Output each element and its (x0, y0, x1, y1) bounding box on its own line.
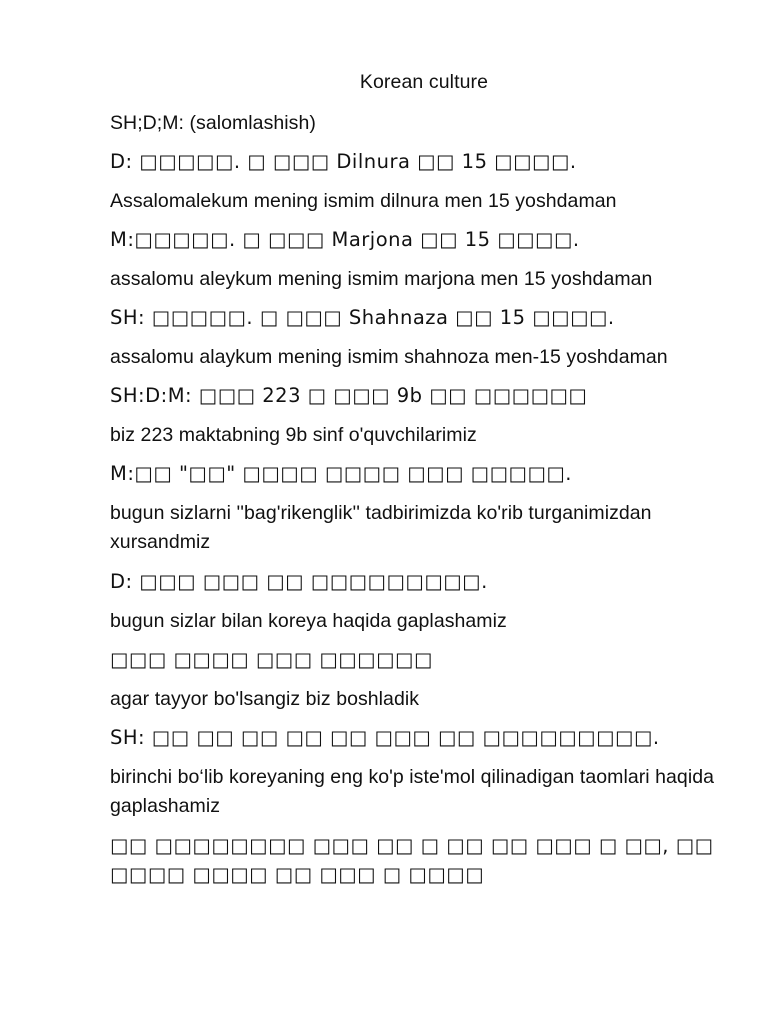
line-ready-korean: □□□ □□□□ □□□ □□□□□□ (110, 648, 433, 671)
line-food-korean: SH: □□ □□ □□ □□ □□ □□□ □□ □□□□□□□□□. (110, 726, 660, 749)
line-school-korean: SH:D:M: □□□ 223 □ □□□ 9b □□ □□□□□□ (110, 384, 588, 407)
line-shahnaza-korean: SH: □□□□□. □ □□□ Shahnaza □□ 15 □□□□. (110, 306, 615, 329)
line-event-uzbek: bugun sizlarni ''bag'rikenglik'' tadbirimizda ko'rib turganimizdan xursandmiz (110, 502, 652, 553)
document-title: Korean culture (359, 71, 489, 93)
line-shahnaza-uzbek: assalomu alaykum mening ismim shahnoza men-15 yoshdaman (110, 346, 668, 368)
line-topic-uzbek: bugun sizlar bilan koreya haqida gaplashamiz (110, 610, 507, 632)
line-marjona-uzbek: assalomu aleykum mening ismim marjona men 15 yoshdaman (110, 268, 653, 290)
line-dilnura-uzbek: Assalomalekum mening ismim dilnura men 15 yoshdaman (110, 190, 617, 212)
line-food-uzbek: birinchi bo‘lib koreyaning eng ko'p iste'mol qilinadigan taomlari haqida gaplashamiz (110, 766, 714, 817)
line-school-uzbek: biz 223 maktabning 9b sinf o'quvchilarimiz (110, 424, 477, 446)
document-body (110, 109, 720, 900)
line-ready-uzbek: agar tayyor bo'lsangiz biz boshladik (110, 688, 420, 710)
line-topic-korean: D: □□□ □□□ □□ □□□□□□□□□. (110, 570, 488, 593)
line-event-korean: M:□□ "□□" □□□□ □□□□ □□□ □□□□□. (110, 462, 573, 485)
line-marjona-korean: M:□□□□□. □ □□□ Marjona □□ 15 □□□□. (110, 228, 580, 251)
line-dilnura-korean: D: □□□□□. □ □□□ Dilnura □□ 15 □□□□. (110, 150, 577, 173)
line-greeting-intro: SH;D;M: (salomlashish) (110, 112, 316, 134)
line-final-korean: □□ □□□□□□□□ □□□ □□ □ □□ □□ □□□ □ □□, □□ □□□□ □□□□ □□ □□□ □ □□□□ (110, 834, 714, 886)
